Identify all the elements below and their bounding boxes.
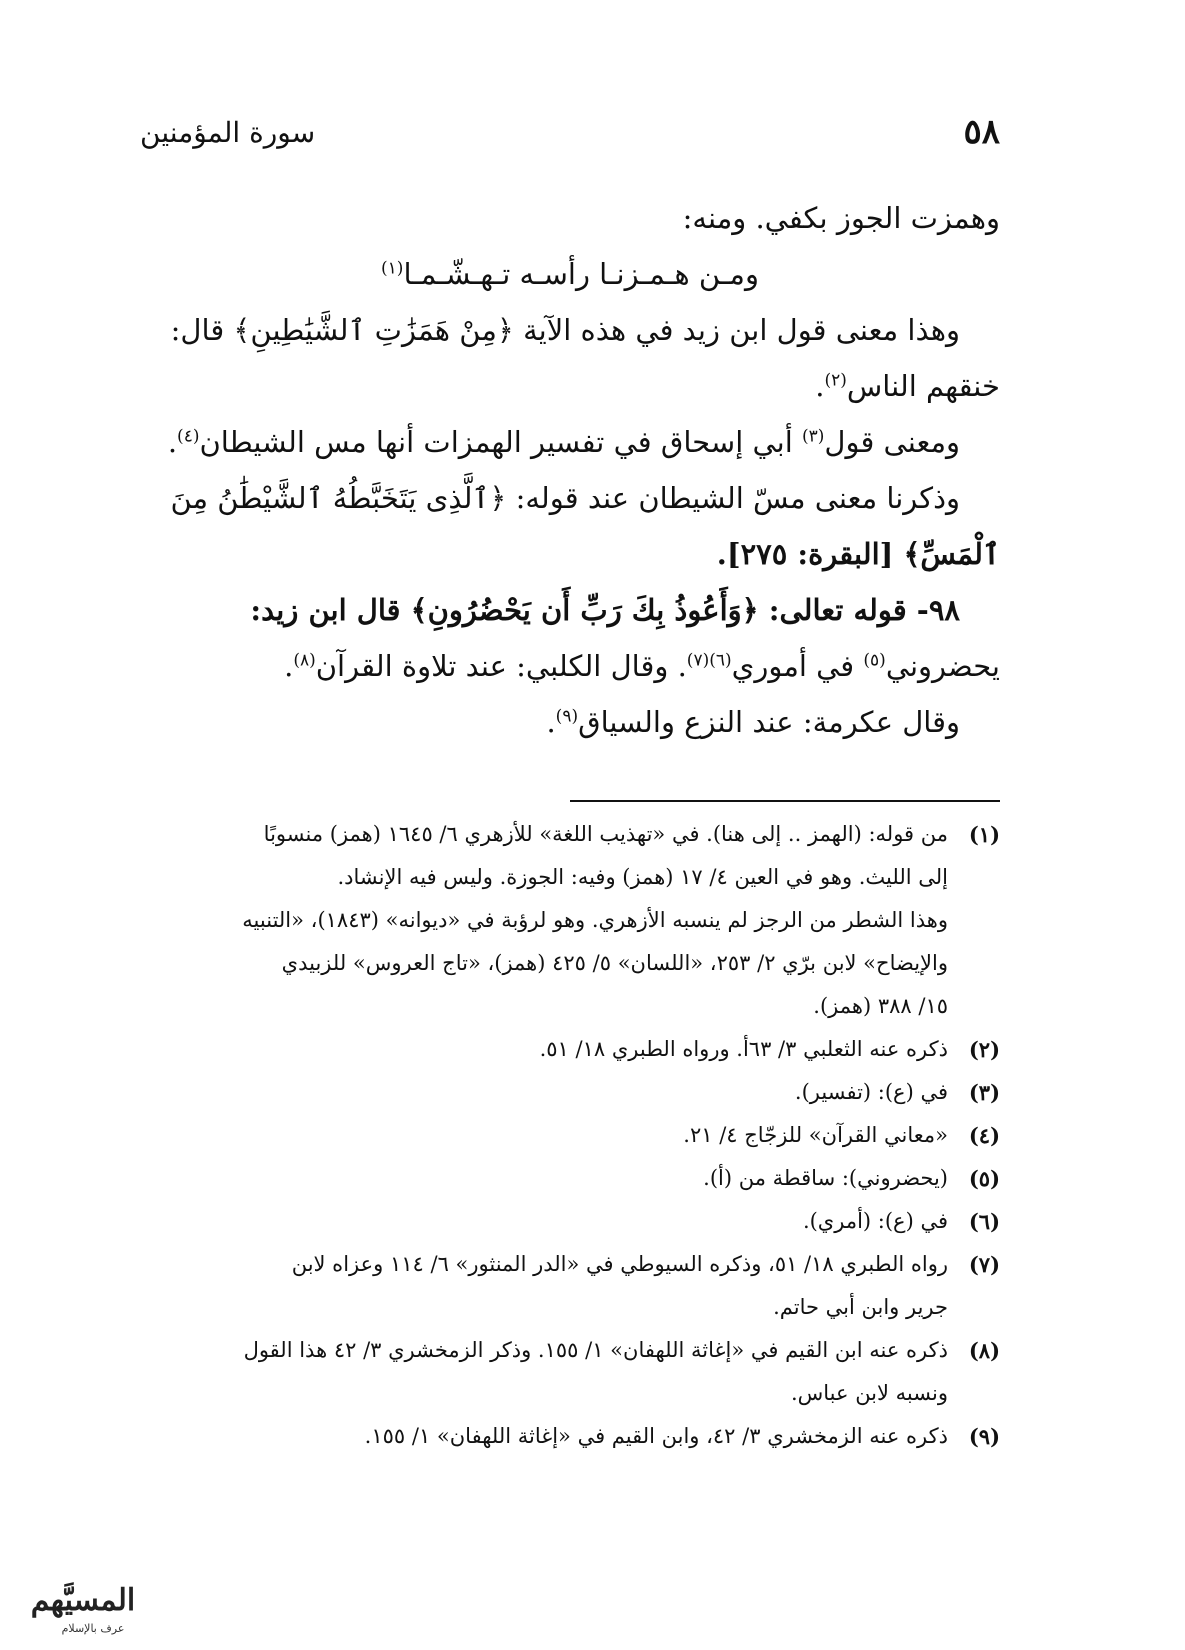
- footnote-ref-5: (٥): [863, 650, 886, 671]
- footnote-7: [140, 1243, 1000, 1329]
- footnote-text: ذكره عنه الثعلبي ٣/ ٦٣أ. ورواه الطبري ١٨/ ٥١.: [539, 1037, 948, 1061]
- footnote-text: (يحضروني): ساقطة من (أ).: [703, 1166, 948, 1190]
- page-number: ٥٨: [963, 112, 1000, 152]
- footnote-number: (٤): [968, 1123, 1000, 1148]
- footnote-number: (٣): [968, 1080, 1000, 1105]
- footnote-text: رواه الطبري ١٨/ ٥١، وذكره السيوطي في «الدر المنثور» ٦/ ١١٤ وعزاه لابن جرير وابن أبي حاتم.: [291, 1252, 948, 1319]
- footnote-6: [140, 1200, 1000, 1243]
- footnote-number: (٩): [968, 1424, 1000, 1449]
- footnote-ref-3: (٣): [801, 426, 825, 447]
- footnote-number: (٧): [968, 1252, 1000, 1277]
- footnote-number: (٨): [968, 1338, 1000, 1363]
- footnote-8: [140, 1329, 1000, 1415]
- main-text: [140, 190, 1000, 750]
- footnote-number: (١): [968, 822, 1000, 847]
- text-line-5: ومعنى قول$^{(٣)}$ أبي إسحاق في تفسير الهمزات أنها مس الشيطان$^{(٤)}$.: [167, 425, 960, 459]
- text-fragment: يحضروني: [885, 649, 1000, 683]
- footnote-text: «معاني القرآن» للزجّاج ٤/ ٢١.: [683, 1123, 948, 1147]
- footnote-ref-6: (٦): [709, 650, 732, 671]
- footnote-number: (٥): [968, 1166, 1000, 1191]
- footnote-3: [140, 1071, 1000, 1114]
- text-fragment: أبي إسحاق في تفسير الهمزات أنها مس الشيطان: [199, 425, 802, 459]
- text-fragment: في أموري: [731, 649, 864, 683]
- footnote-ref-1: (١): [381, 258, 404, 279]
- watermark-subtext: عرف بالإسلام: [61, 1622, 125, 1635]
- text-line-8: ٩٨- قوله تعالى: ﴿وَأَعُوذُ بِكَ رَبِّ أَن يَحْضُرُونِ﴾ قال ابن زيد:: [250, 593, 960, 627]
- footnote-ref-7: (٧): [686, 650, 710, 671]
- watermark-text: المسيَّهم: [30, 1583, 136, 1618]
- footnote-ref-2: (٢): [824, 370, 847, 391]
- footnote-ref-4: (٤): [177, 426, 200, 447]
- footnote-5: [140, 1157, 1000, 1200]
- footnote-text: في (ع): (تفسير).: [794, 1080, 948, 1104]
- footnotes: [140, 813, 1000, 1458]
- text-fragment: وقال عكرمة: عند النزع والسياق: [578, 705, 960, 739]
- text-line-1: وهمزت الجوز بكفي. ومنه:: [682, 201, 1000, 235]
- text-fragment: خنقهم الناس: [846, 369, 1000, 403]
- text-line-10: وقال عكرمة: عند النزع والسياق$^{(٩)}$.: [546, 705, 960, 739]
- footnote-number: (٢): [968, 1037, 1000, 1062]
- poem-line: [140, 246, 1000, 302]
- footnote-ref-8: (٨): [293, 650, 316, 671]
- text-line-9: يحضروني$^{(٥)}$ في أموري$^{(٦)(٧)}$. وقال الكلبي: عند تلاوة القرآن$^{(٨)}$.: [284, 649, 1000, 683]
- text-fragment: . وقال الكلبي: عند تلاوة القرآن: [315, 649, 687, 683]
- footnote-9: [140, 1415, 1000, 1458]
- text-line-7: ٱلْمَسِّ﴾ [البقرة: ٢٧٥].: [716, 537, 1000, 571]
- text-fragment: ومعنى قول: [824, 425, 960, 459]
- text-line-4: خنقهم الناس$^{(٢)}$.: [815, 369, 1000, 403]
- footnote-divider: [570, 800, 1000, 802]
- watermark-logo: [8, 1570, 158, 1640]
- text-line-6: وذكرنا معنى مسّ الشيطان عند قوله: ﴿ٱلَّذِى يَتَخَبَّطُهُ ٱلشَّيْطَٰنُ مِنَ: [170, 481, 960, 515]
- poem-text: ومـن هـمـزنـا رأسـه تـهـشّـمـا: [403, 257, 759, 291]
- footnote-1: [140, 813, 1000, 1028]
- text-line-3: وهذا معنى قول ابن زيد في هذه الآية ﴿مِنْ هَمَزَٰتِ ٱلشَّيَٰطِينِ﴾ قال:: [170, 313, 960, 347]
- footnote-text: ذكره عنه الزمخشري ٣/ ٤٢، وابن القيم في «إغاثة اللهفان» ١/ ١٥٥.: [364, 1424, 948, 1448]
- footnote-number: (٦): [968, 1209, 1000, 1234]
- surah-title: سورة المؤمنين: [140, 116, 316, 149]
- footnote-text: من قوله: (الهمز .. إلى هنا). في «تهذيب اللغة» للأزهري ٦/ ١٦٤٥ (همز) منسوبًا إلى الليث. وهو في العين ٤/ ١٧ (همز) وفيه: الجوزة. وليس فيه الإنشاد. وهذا الشطر من الرجز لم ينسبه الأزهري. وهو لرؤبة في «ديوانه» (١٨٤٣)، «التنبيه والإيضاح» لابن برّي ٢/ ٢٥٣، «اللسان» ٥/ ٤٢٥ (همز)، «تاج العروس» للزبيدي ١٥/ ٣٨٨ (همز).: [242, 822, 948, 1018]
- footnote-2: [140, 1028, 1000, 1071]
- footnote-text: في (ع): (أمري).: [802, 1209, 948, 1233]
- footnote-4: [140, 1114, 1000, 1157]
- footnote-text: ذكره عنه ابن القيم في «إغاثة اللهفان» ١/ ١٥٥. وذكر الزمخشري ٣/ ٤٢ هذا القول ونسبه لابن عباس.: [243, 1338, 948, 1405]
- footnote-ref-9: (٩): [555, 706, 579, 727]
- page-header: [140, 112, 1000, 162]
